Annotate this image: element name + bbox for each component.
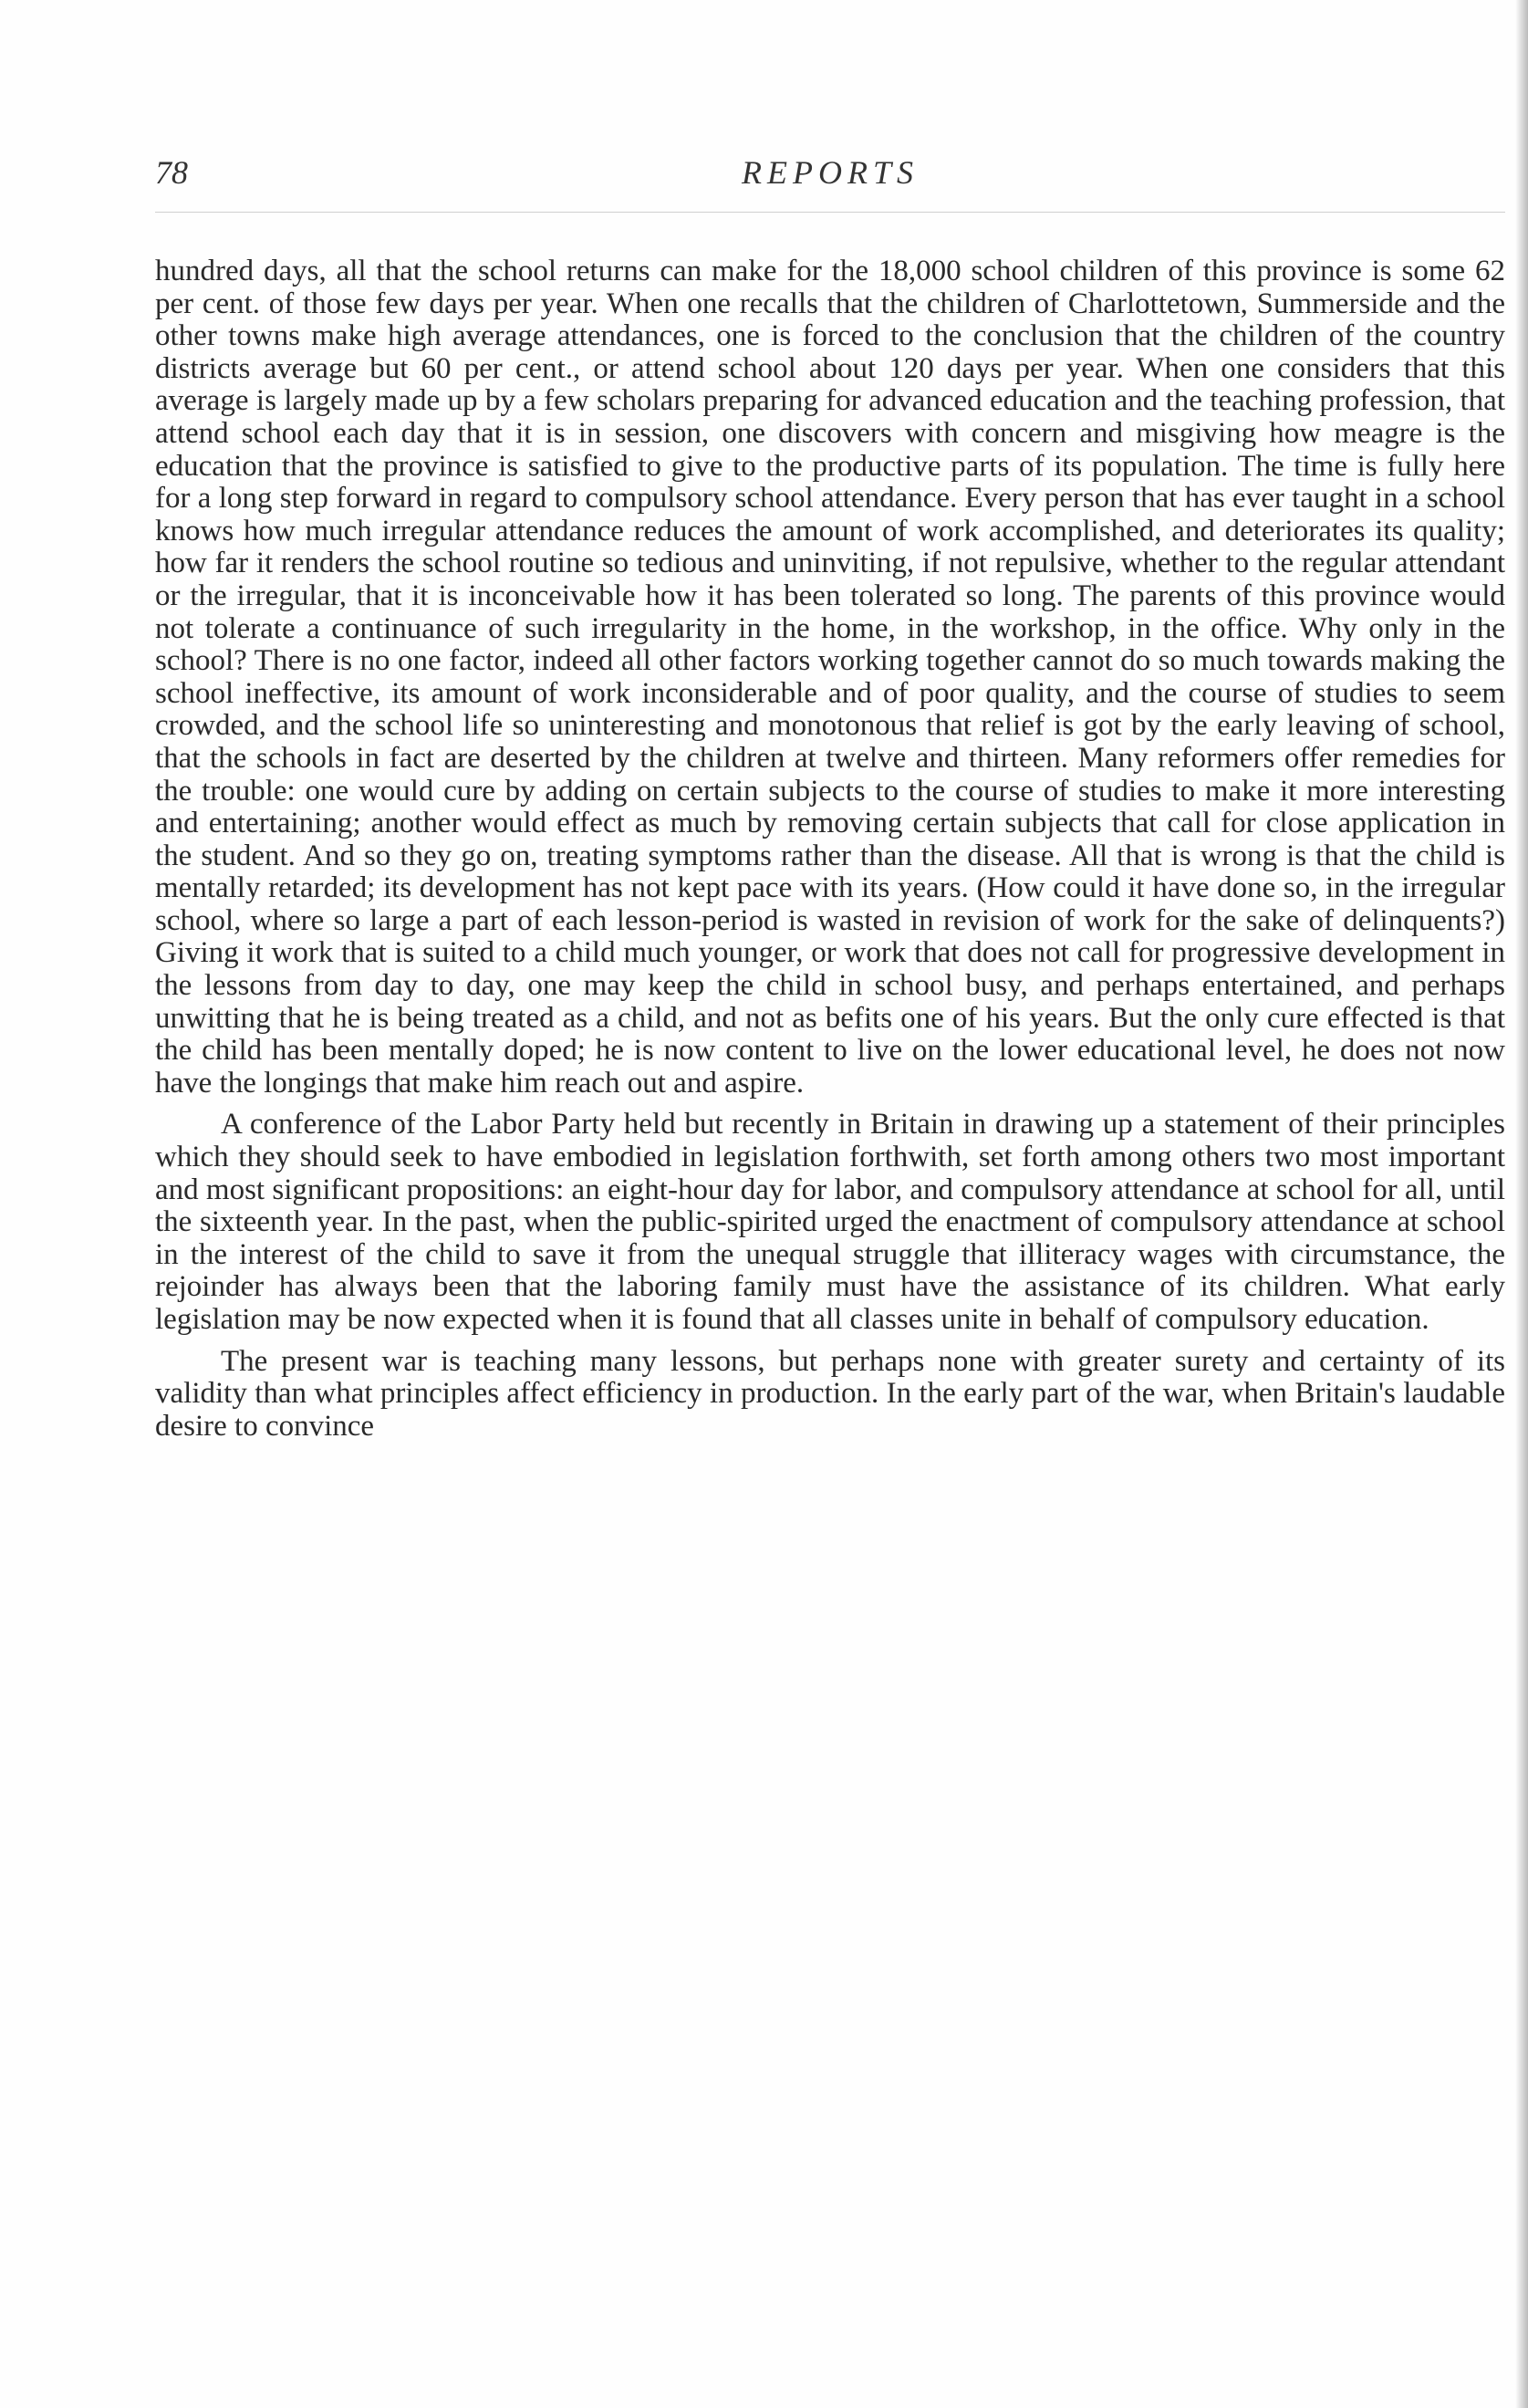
paragraph-present-war: The present war is teaching many lessons, but perhaps none with greater surety and certainty of its validity than what principles affect efficiency in production. In the early part of the war, when Britain's laudable desire to convince: [155, 1344, 1505, 1443]
page-edge-shadow: [1515, 0, 1528, 2408]
body-text: [155, 255, 1505, 1452]
page-number: 78: [155, 154, 188, 191]
running-head: [155, 153, 1505, 208]
paragraph-labor-party: A conference of the Labor Party held but recently in Britain in drawing up a statement of their principles which they should seek to have embodied in legislation forthwith, set forth among others two most important and most significant propositions: an eight-hour day for labor, and compulsory attendance at school for all, until the sixteenth year. In the past, when the public-spirited urged the enactment of compulsory attendance at school in the interest of the child to save it from the unequal struggle that illiteracy wages with circumstance, the rejoinder has always been that the laboring family must have the assistance of its children. What early legislation may be now expected when it is found that all classes unite in behalf of compulsory education.: [155, 1108, 1505, 1336]
paragraph-continuation: hundred days, all that the school returns can make for the 18,000 school children of this province is some 62 per cent. of those few days per year. When one recalls that the children of Charlottetown, Summerside and the other towns make high average attendances, one is forced to the conclusion that the children of the country districts average but 60 per cent., or attend school about 120 days per year. When one considers that this average is largely made up by a few scholars preparing for advanced education and the teaching profession, that attend school each day that it is in session, one discovers with concern and misgiving how meagre is the education that the province is satisfied to give to the productive parts of its population. The time is fully here for a long step forward in regard to compulsory school attendance. Every person that has ever taught in a school knows how much irregular attendance reduces the amount of work accomplished, and deteriorates its quality; how far it renders the school routine so tedious and uninviting, if not repulsive, whether to the regular attendant or the irregular, that it is inconceivable how it has been tolerated so long. The parents of this province would not tolerate a continuance of such irregularity in the home, in the workshop, in the office. Why only in the school? There is no one factor, indeed all other factors working together cannot do so much towards making the school ineffective, its amount of work inconsiderable and of poor quality, and the course of studies to seem crowded, and the school life so uninteresting and monotonous that relief is got by the early leaving of school, that the schools in fact are deserted by the children at twelve and thirteen. Many reformers offer remedies for the trouble: one would cure by adding on certain subjects to the course of studies to make it more interesting and entertaining; another would effect as much by removing certain subjects that call for close application in the student. And so they go on, treating symptoms rather than the disease. All that is wrong is that the child is mentally retarded; its development has not kept pace with its years. (How could it have done so, in the irregular school, where so large a part of each lesson-period is wasted in revision of work for the sake of delinquents?) Giving it work that is suited to a child much younger, or work that does not call for progressive development in the lessons from day to day, one may keep the child in school busy, and perhaps entertained, and perhaps unwitting that he is being treated as a child, and not as befits one of his years. But the only cure effected is that the child has been mentally doped; he is now content to live on the lower educational level, he does not now have the longings that make him reach out and aspire.: [155, 255, 1505, 1100]
running-title: REPORTS: [742, 154, 919, 191]
header-divider: [155, 212, 1505, 213]
